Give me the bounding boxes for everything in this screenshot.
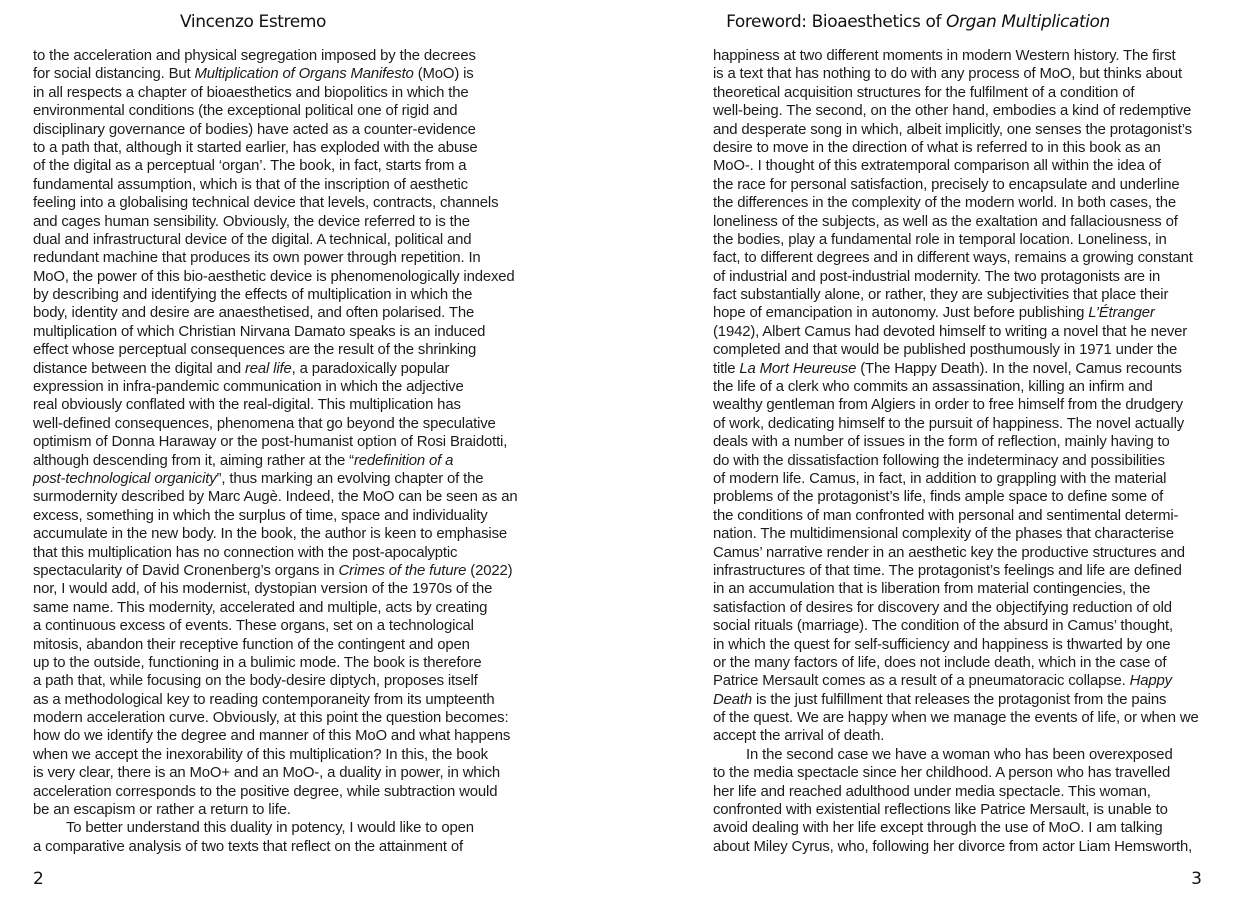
- text-line: a comparative analysis of two texts that reflect on the attainment of: [33, 838, 463, 855]
- text-line: to the media spectacle since her childhood. A person who has travelled: [713, 765, 1171, 782]
- text-line: feeling into a globalising technical device that levels, contracts, channels: [33, 195, 499, 212]
- chapter-title: Foreword: Bioaesthetics of: [726, 12, 947, 32]
- text-line: of work, dedicating himself to the pursuit of happiness. The novel actually: [713, 415, 1185, 432]
- text-line: or the many factors of life, does not include death, which in the case of: [713, 654, 1167, 671]
- text-line: the conditions of man confronted with personal and sentimental determi-: [713, 507, 1179, 524]
- text-line: (1942), Albert Camus had devoted himself to writing a novel that he never: [713, 323, 1188, 340]
- text-line: post-technological organicity”, thus marking an evolving chapter of the: [33, 470, 484, 487]
- running-header-left: [33, 12, 533, 32]
- text-line: is a text that has nothing to do with any process of MoO, but thinks about: [713, 66, 1182, 83]
- text-line: and cages human sensibility. Obviously, the device referred to is the: [33, 213, 470, 230]
- text-line: dual and infrastructural device of the digital. A technical, political and: [33, 231, 472, 248]
- text-line: expression in infra-pandemic communication in which the adjective: [33, 379, 464, 396]
- page-number-right: 3: [1191, 869, 1202, 889]
- author-name: Vincenzo Estremo: [180, 12, 326, 32]
- text-line: wealthy gentleman from Algiers in order to free himself from the drudgery: [713, 397, 1183, 414]
- text-line: In the second case we have a woman who has been overexposed: [746, 746, 1173, 763]
- text-line: fact, to different degrees and in different ways, remains a growing constant: [713, 250, 1193, 267]
- text-line: redundant machine that produces its own power through repetition. In: [33, 250, 481, 267]
- text-line: effect whose perceptual consequences are the result of the shrinking: [33, 342, 477, 359]
- text-line: the race for personal satisfaction, precisely to encapsulate and underline: [713, 176, 1180, 193]
- text-line: that this multiplication has no connection with the post-apocalyptic: [33, 544, 458, 561]
- text-line: Patrice Mersault comes as a result of a pneumatoracic collapse. Happy: [713, 673, 1172, 690]
- text-line: optimism of Donna Haraway or the post-humanist option of Rosi Braidotti,: [33, 434, 508, 451]
- page-number-left: 2: [33, 869, 44, 889]
- text-line: mitosis, abandon their receptive function of the contingent and open: [33, 636, 470, 653]
- text-line: Camus’ narrative render in an aesthetic key the productive structures and: [713, 544, 1185, 561]
- text-line: problems of the protagonist’s life, finds ample space to define some of: [713, 489, 1164, 506]
- text-line: nor, I would add, of his modernist, dystopian version of the 1970s of the: [33, 581, 493, 598]
- text-line: do with the dissatisfaction following the indeterminacy and possibilities: [713, 452, 1165, 469]
- chapter-title-italic: Organ Multiplication: [946, 12, 1110, 32]
- text-line: acceleration corresponds to the positive degree, while subtraction would: [33, 783, 498, 800]
- text-line: social rituals (marriage). The condition of the absurd in Camus’ thought,: [713, 618, 1173, 635]
- text-line: of modern life. Camus, in fact, in addition to grappling with the material: [713, 470, 1167, 487]
- text-line: satisfaction of desires for discovery and the objectifying reduction of old: [713, 599, 1172, 616]
- text-line: a continuous excess of events. These organs, set on a technological: [33, 618, 474, 635]
- text-line: accumulate in the new body. In the book, the author is keen to emphasise: [33, 526, 507, 543]
- text-line: fundamental assumption, which is that of the inscription of aesthetic: [33, 176, 468, 193]
- text-line: of the digital as a perceptual ‘organ’. The book, in fact, starts from a: [33, 158, 467, 175]
- text-line: hope of emancipation in autonomy. Just before publishing L’Étranger: [713, 305, 1155, 322]
- text-line: in which the quest for self-sufficiency and happiness is thwarted by one: [713, 636, 1171, 653]
- text-line: a path that, while focusing on the body-desire diptych, proposes itself: [33, 673, 478, 690]
- text-line: deals with a number of issues in the form of reflection, mainly having to: [713, 434, 1170, 451]
- text-line: of the quest. We are happy when we manage the events of life, or when we: [713, 710, 1199, 727]
- text-line: Death is the just fulfillment that releases the protagonist from the pains: [713, 691, 1167, 708]
- text-line: her life and reached adulthood under media spectacle. This woman,: [713, 783, 1151, 800]
- text-line: avoid dealing with her life except through the use of MoO. I am talking: [713, 820, 1163, 837]
- text-line: well-being. The second, on the other hand, embodies a kind of redemptive: [713, 103, 1192, 120]
- running-header-right: [713, 12, 1123, 32]
- text-line: and desperate song in which, albeit implicitly, one senses the protagonist’s: [713, 121, 1192, 138]
- text-line: disciplinary governance of bodies) have acted as a counter-evidence: [33, 121, 476, 138]
- text-line: title La Mort Heureuse (The Happy Death). In the novel, Camus recounts: [713, 360, 1182, 377]
- text-line: is very clear, there is an MoO+ and an MoO-, a duality in power, in which: [33, 765, 501, 782]
- text-line: infrastructures of that time. The protagonist’s feelings and life are defined: [713, 562, 1182, 579]
- text-line: excess, something in which the surplus of time, space and individuality: [33, 507, 488, 524]
- text-line: for social distancing. But Multiplication of Organs Manifesto (MoO) is: [33, 66, 474, 83]
- text-line: same name. This modernity, accelerated and multiple, acts by creating: [33, 599, 488, 616]
- text-line: as a methodological key to reading contemporaneity from its umpteenth: [33, 691, 495, 708]
- text-line: confronted with existential reflections like Patrice Mersault, is unable to: [713, 802, 1168, 819]
- text-line: multiplication of which Christian Nirvana Damato speaks is an induced: [33, 323, 486, 340]
- text-line: how do we identify the degree and manner of this MoO and what happens: [33, 728, 511, 745]
- text-line: distance between the digital and real life, a paradoxically popular: [33, 360, 450, 377]
- text-line: of industrial and post-industrial modernity. The two protagonists are in: [713, 268, 1161, 285]
- text-line: when we accept the inexorability of this multiplication? In this, the book: [33, 746, 488, 763]
- text-line: theoretical acquisition structures for the fulfilment of a condition of: [713, 84, 1135, 101]
- text-line: be an escapism or rather a return to life.: [33, 802, 291, 819]
- right-page-body: [713, 47, 1205, 856]
- text-line: the life of a clerk who commits an assassination, killing an infirm and: [713, 379, 1153, 396]
- text-line: well-defined consequences, phenomena that go beyond the speculative: [33, 415, 496, 432]
- text-line: nation. The multidimensional complexity of the phases that characterise: [713, 526, 1174, 543]
- text-line: by describing and identifying the effects of multiplication in which the: [33, 287, 473, 304]
- text-line: the bodies, play a fundamental role in temporal location. Loneliness, in: [713, 231, 1167, 248]
- text-line: MoO, the power of this bio-aesthetic device is phenomenologically indexed: [33, 268, 515, 285]
- text-line: completed and that would be published posthumously in 1971 under the: [713, 342, 1178, 359]
- text-line: happiness at two different moments in modern Western history. The first: [713, 48, 1176, 64]
- text-line: spectacularity of David Cronenberg’s organs in Crimes of the future (2022): [33, 562, 513, 579]
- left-page: [33, 0, 533, 903]
- text-line: real obviously conflated with the real-digital. This multiplication has: [33, 397, 461, 414]
- text-line: the differences in the complexity of the modern world. In both cases, the: [713, 195, 1177, 212]
- text-line: modern acceleration curve. Obviously, at this point the question becomes:: [33, 710, 509, 727]
- text-line: about Miley Cyrus, who, following her divorce from actor Liam Hemsworth,: [713, 838, 1193, 855]
- text-line: in an accumulation that is liberation from material contingencies, the: [713, 581, 1151, 598]
- text-line: to the acceleration and physical segregation imposed by the decrees: [33, 48, 476, 64]
- text-line: body, identity and desire are anaesthetised, and often polarised. The: [33, 305, 475, 322]
- text-line: in all respects a chapter of bioaesthetics and biopolitics in which the: [33, 84, 469, 101]
- text-line: To better understand this duality in potency, I would like to open: [66, 820, 474, 837]
- text-line: surmodernity described by Marc Augè. Indeed, the MoO can be seen as an: [33, 489, 518, 506]
- text-line: desire to move in the direction of what is referred to in this book as an: [713, 139, 1161, 156]
- text-line: although descending from it, aiming rather at the “redefinition of a: [33, 452, 454, 469]
- text-line: environmental conditions (the exceptional political one of rigid and: [33, 103, 458, 120]
- text-line: MoO-. I thought of this extratemporal comparison all within the idea of: [713, 158, 1161, 175]
- right-page: [713, 0, 1205, 903]
- text-line: to a path that, although it started earlier, has exploded with the abuse: [33, 139, 478, 156]
- text-line: loneliness of the subjects, as well as the exaltation and fallaciousness of: [713, 213, 1178, 230]
- text-line: fact substantially alone, or rather, they are subjectivities that place their: [713, 287, 1169, 304]
- text-line: accept the arrival of death.: [713, 728, 885, 745]
- left-page-body: [33, 47, 533, 856]
- text-line: up to the outside, functioning in a bulimic mode. The book is therefore: [33, 654, 482, 671]
